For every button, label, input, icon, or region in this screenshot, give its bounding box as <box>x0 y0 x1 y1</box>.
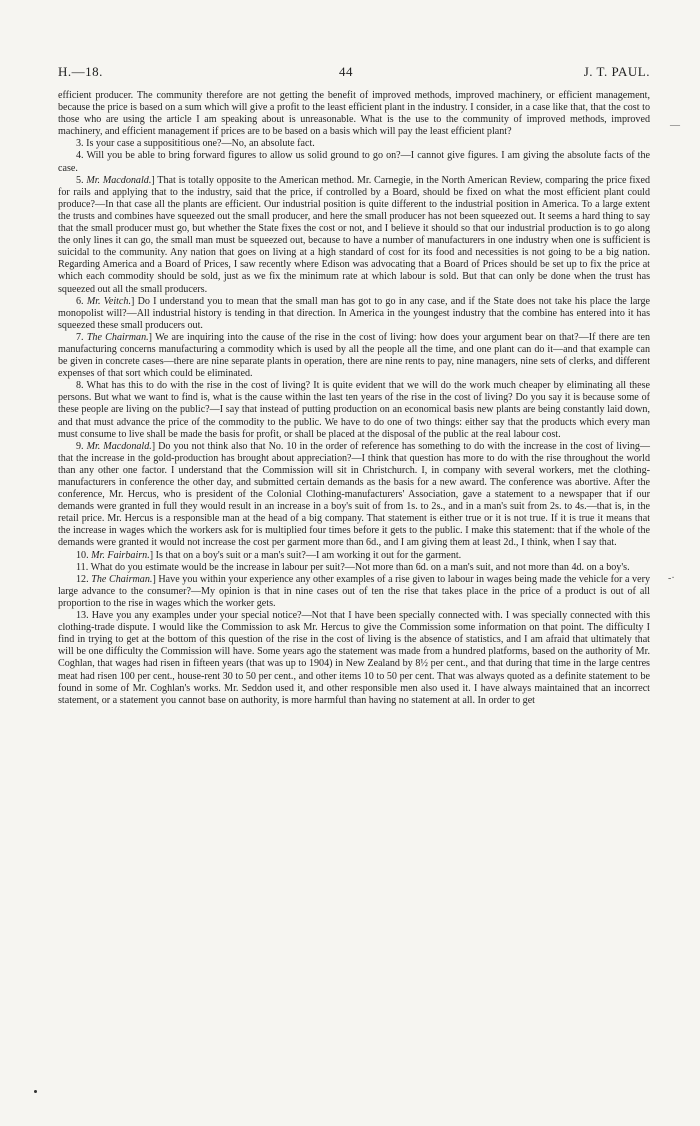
paragraph-text: ] Is that on a boy's suit or a man's suit?—I am working it out for the garment. <box>149 549 462 561</box>
margin-mark: -· <box>668 573 675 584</box>
paragraph <box>58 138 650 150</box>
speaker-name: Mr. Veitch. <box>86 295 131 307</box>
question-number: 5. <box>76 174 87 186</box>
question-number: 12. <box>76 573 92 585</box>
paragraph-text: ] Do I understand you to mean that the small man has got to go in any case, and if the State does not take his place the large monopolist will?—All industrial history is tending in that direction. In America in the youngest industry that the combine has entered into it has squeezed these small producers out. <box>58 295 651 331</box>
paragraph-text: 4. Will you be able to bring forward figures to allow us solid ground to go on?—I cannot give figures. I am giving the absolute facts of the case. <box>58 150 650 174</box>
paragraph-text: 11. What do you estimate would be the increase in labour per suit?—Not more than 6d. on a man's suit, and not more than 4d. on a boy's. <box>76 561 630 573</box>
paragraph-text: ] Do you not think also that No. 10 in the order of reference has something to do with the increase in the cost of living—that the increase in the gold-production has brought about appreciation?—I think that question has more to do with the rise throughout the world than any other one factor. I understand that the Commission will sit in Christchurch. I, in company with several workers, met the clothing-manufacturers in conference the other day, and submitted certain demands as the basis for a new award. The conference was abortive. After the conference, Mr. Hercus, who is president of the Colonial Clothing-manufacturers' Association, gave a statement to a newspaper that if our demands were granted in full they would result in an increase in a boy's suit of from 1s. to 2s., and in a man's suit from 2s. to 4s.—that is, in the retail price. Mr. Hercus is a responsible man at the head of a big company. That statement is either true or it is not true. If it is true it means that the increase in wages which the workers ask for is multiplied four times before it gets to the public. I make this statement: that if the whole of the demands were granted it would not increase the cost per garment more than 6d., and I am giving them at least 2d., I think, when I say that. <box>58 440 651 549</box>
page-number: 44 <box>339 64 353 79</box>
paragraph <box>58 175 650 296</box>
page-header <box>58 64 650 80</box>
paragraph-text: 3. Is your case a supposititious one?—No, an absolute fact. <box>76 138 315 150</box>
document-reference: H.—18. <box>58 64 103 79</box>
question-number: 9. <box>76 440 87 452</box>
speaker-name: The Chairman. <box>86 331 149 343</box>
ink-dot <box>34 1090 37 1093</box>
question-number: 10. <box>76 549 92 561</box>
margin-mark: — <box>670 120 680 131</box>
paragraph <box>58 90 650 138</box>
paragraph <box>58 562 650 574</box>
paragraph <box>58 574 650 610</box>
question-number: 7. <box>76 331 87 343</box>
speaker-name: Mr. Fairbairn. <box>91 549 150 561</box>
speaker-name: Mr. Macdonald. <box>86 440 152 452</box>
paragraph-text: efficient producer. The community therefore are not getting the benefit of improved methods, improved machinery, or efficient management, because the price is based on a sum which will give a profit to the least efficient plant in the industry. I consider, in a case like that, that the cost to those who are using the article I am speaking about is unreasonable. What is the use to the community of improved methods, improved machinery, and efficient management if prices are to be based on a basis which will pay the least efficient plant? <box>58 90 650 138</box>
paragraph <box>58 150 650 174</box>
document-body <box>58 90 650 707</box>
paragraph-text: ] That is totally opposite to the American method. Mr. Carnegie, in the North American Review, comparing the price fixed for rails and applying that to the industry, said that the price, if controlled by a Board, should be fixed on what the most efficient plant could produce?—In that case all the plants are efficient. Our industrial position is quite different to the industrial position in America. To a large extent the trusts and combines have squeezed out the small producer, and here the small producer has not been squeezed out. It seems a hard thing to say that the small producer must go, but whether the State fixes the cost or not, and I believe it should so that our industrial production is to go along the only lines it can go, the small man must be squeezed out, because to have a number of manufacturers in one industry when one is sufficient is suicidal to the community. Any nation that goes on living at a high standard of cost for its food and necessities is not going to be a big nation. Regarding America and a Board of Prices, I saw recently where Edison was advocating that a Board of Prices should be set up to fix the price at which each commodity should be sold, just as we fix the minimum rate at which labour is sold. But that can only be done when the trust has squeezed out all the small producers. <box>58 174 650 295</box>
paragraph <box>58 441 650 550</box>
speaker-name: Mr. Macdonald. <box>86 174 152 186</box>
paragraph <box>58 550 650 562</box>
question-number: 6. <box>76 295 87 307</box>
paragraph-text: 13. Have you any examples under your special notice?—Not that I have been specially connected with. I was specially connected with this clothing-trade dispute. I would like the Commission to ask Mr. Hercus to give the Commission some information on that point. The difficulty I find in trying to get at the bottom of this question of the rise in the cost of living is the absence of statistics, and I am afraid that ultimately that will be one difficulty the Commission will have. Some years ago the statement was made from a hundred platforms, based on the authority of Mr. Coghlan, that wages had risen in fifteen years (that was up to 1904) in New Zealand by 8½ per cent., and that during that time in the large centres meat had risen 100 per cent., house-rent 30 to 50 per cent., and other items 10 to 50 per cent. That was always quoted as a definite statement to be found in some of Mr. Coghlan's works. Mr. Seddon used it, and other responsible men also used it. I have always maintained that an incorrect statement, or a statement you cannot base on authority, is more harmful than having no statement at all. In order to get <box>58 610 650 706</box>
speaker-name: The Chairman. <box>91 573 153 585</box>
witness-name: J. T. PAUL. <box>583 64 650 79</box>
paragraph <box>58 610 650 707</box>
paragraph <box>58 332 650 380</box>
paragraph <box>58 296 650 332</box>
paragraph <box>58 380 650 440</box>
paragraph-text: ] We are inquiring into the cause of the rise in the cost of living: how does your argument bear on that?—If there are ten manufacturing concerns manufacturing a commodity which is used by all the people all the time, and one plant can do it—and that example can be given in concrete cases—there are nine separate plants in operation, there are nine rents to pay, nine managers, nine sets of clerks, and different expenses of that sort which could be eliminated. <box>58 331 650 380</box>
document-page <box>58 64 650 707</box>
paragraph-text: ] Have you within your experience any other examples of a rise given to labour in wages being made the vehicle for a very large advance to the consumer?—My opinion is that in nine cases out of ten the rise that takes place in the price of a product is out of all proportion to the rise in wages which the worker gets. <box>58 573 650 609</box>
paragraph-text: 8. What has this to do with the rise in the cost of living? It is quite evident that we will do the work much cheaper by eliminating all these persons. But what we want to find is, what is the cause within the last ten years of the rise in the cost of living? Do you say it is because some of these people are living on the public?—I say that instead of putting production on an economical basis new plants are being constantly laid down, and that must advance the price of the commodity to the public. We have to do one of two things: either say that the products which every man must consume to live shall be made the basis for profit, or shall be placed at the disposal of the public at the real labour cost. <box>58 380 650 440</box>
